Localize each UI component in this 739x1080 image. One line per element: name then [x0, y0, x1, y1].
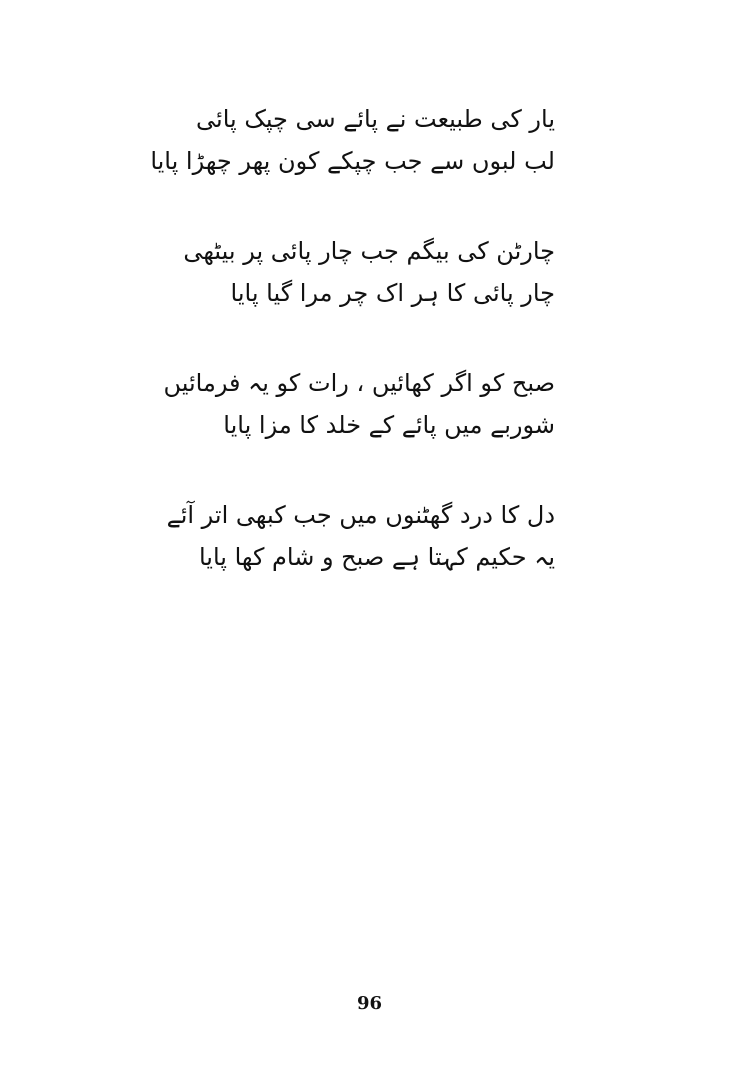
stanza-2 — [185, 230, 555, 314]
verse-line: چارٹن کی بیگم جب چار پائی پر بیٹھی — [183, 237, 555, 265]
verse-line: شوربے میں پائے کے خلد کا مزا پایا — [223, 411, 555, 439]
stanza-1 — [150, 98, 555, 182]
stanza-4 — [166, 494, 555, 578]
poem — [150, 98, 555, 626]
verse-line: یار کی طبیعت نے پائے سی چپک پائی — [196, 105, 555, 133]
verse-line: چار پائی کا ہر اک چر مرا گیا پایا — [230, 279, 555, 307]
verse-line: صبح کو اگر کھائیں ، رات کو یہ فرمائیں — [163, 369, 555, 397]
verse-line: یہ حکیم کہتا ہے صبح و شام کھا پایا — [198, 543, 555, 571]
verse-line: لب لبوں سے جب چپکے کون پھر چھڑا پایا — [150, 147, 555, 175]
page-number: 96 — [356, 993, 383, 1014]
stanza-3 — [163, 362, 555, 446]
verse-line: دل کا درد گھٹنوں میں جب کبھی اتر آئے — [166, 501, 555, 529]
